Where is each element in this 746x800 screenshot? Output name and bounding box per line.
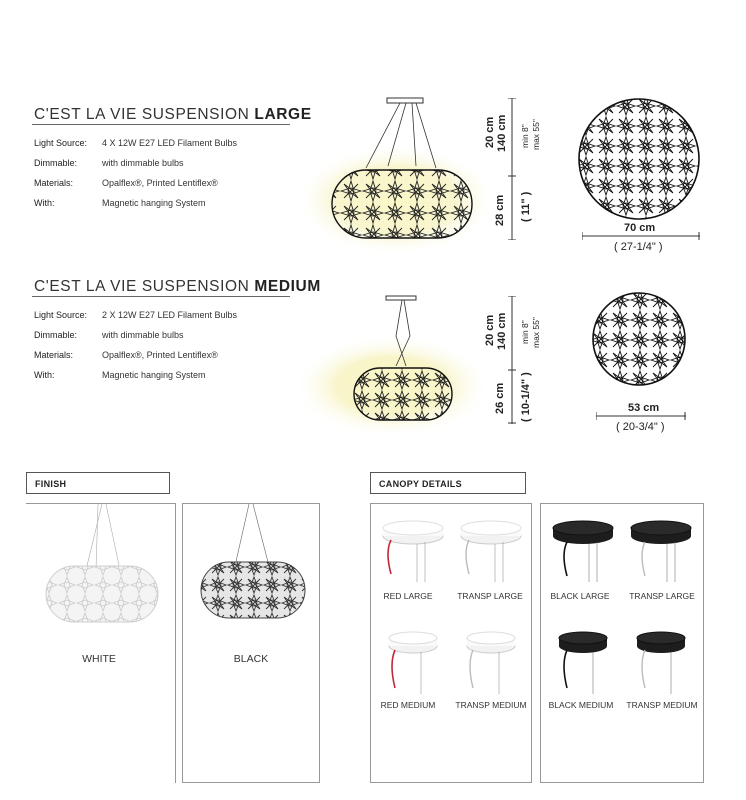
spec-value: with dimmable bulbs <box>102 330 184 340</box>
spec-label: With: <box>34 198 55 208</box>
spec-value: Opalflex®, Printed Lentiflex® <box>102 178 218 188</box>
large-lamp-side-image <box>296 92 496 260</box>
finish-label-black: BLACK <box>233 653 269 665</box>
large-cable-cm-b: 140 cm <box>496 114 508 152</box>
canopy-label: TRANSP MEDIUM <box>455 700 527 710</box>
medium-cable-cm-a: 20 cm <box>484 314 496 346</box>
canopy-black-medium-image <box>547 624 617 694</box>
canopy-label: BLACK MEDIUM <box>548 700 614 710</box>
spec-label: Light Source: <box>34 138 88 148</box>
large-width-in: ( 27-1/4" ) <box>614 241 663 253</box>
medium-title-bold: MEDIUM <box>254 278 321 295</box>
canopy-black-large-image <box>547 512 617 582</box>
spec-value: Magnetic hanging System <box>102 370 206 380</box>
medium-cable-in-a: min 8" <box>520 320 530 344</box>
spec-label: Materials: <box>34 178 74 188</box>
canopy-heading: CANOPY DETAILS <box>370 472 526 494</box>
spec-value: Magnetic hanging System <box>102 198 206 208</box>
large-title <box>34 106 312 124</box>
large-lamp-top-image <box>576 96 702 222</box>
canopy-label: RED MEDIUM <box>380 700 436 710</box>
spec-value: 2 X 12W E27 LED Filament Bulbs <box>102 310 238 320</box>
medium-title-rule <box>32 296 290 297</box>
medium-height-cm: 26 cm <box>494 382 506 414</box>
spec-value: 4 X 12W E27 LED Filament Bulbs <box>102 138 238 148</box>
canopy-red-large-image <box>377 512 447 582</box>
large-title-bold: LARGE <box>254 106 312 123</box>
finish-card-black <box>182 503 320 783</box>
canopy-label: TRANSP LARGE <box>629 591 695 601</box>
canopy-transp-medium-black-image <box>625 624 695 694</box>
medium-lamp-top-image <box>590 290 688 388</box>
canopy-label: TRANSP LARGE <box>457 591 523 601</box>
finish-heading: FINISH <box>26 472 170 494</box>
large-height-in: ( 11" ) <box>520 191 532 222</box>
large-cable-cm-a: 20 cm <box>484 116 496 148</box>
spec-label: Light Source: <box>34 310 88 320</box>
medium-title-prefix: C'EST LA VIE SUSPENSION <box>34 278 250 295</box>
canopy-red-medium-image <box>377 624 447 694</box>
large-height-dimension-line <box>508 98 516 240</box>
medium-width-cm: 53 cm <box>628 402 660 414</box>
large-title-rule <box>32 124 290 125</box>
medium-height-in: ( 10-1/4" ) <box>520 372 532 422</box>
large-cable-in-b: max 55" <box>531 119 541 150</box>
canopy-label: BLACK LARGE <box>550 591 610 601</box>
medium-lamp-side-image <box>292 290 492 440</box>
large-title-prefix: C'EST LA VIE SUSPENSION <box>34 106 250 123</box>
spec-label: Materials: <box>34 350 74 360</box>
spec-value: Opalflex®, Printed Lentiflex® <box>102 350 218 360</box>
medium-height-dimension-line <box>508 296 516 424</box>
medium-width-in: ( 20-3/4" ) <box>616 421 665 433</box>
large-cable-in-a: min 8" <box>520 124 530 148</box>
canopy-label: TRANSP MEDIUM <box>626 700 698 710</box>
canopy-transp-large-black-image <box>625 512 695 582</box>
canopy-transp-medium-image <box>455 624 525 694</box>
finish-card-white <box>26 503 176 783</box>
medium-cable-in-b: max 55" <box>531 317 541 348</box>
canopy-panel-right <box>540 503 704 783</box>
black-lamp-image <box>191 504 315 624</box>
spec-label: With: <box>34 370 55 380</box>
large-height-cm: 28 cm <box>494 194 506 226</box>
medium-cable-cm-b: 140 cm <box>496 312 508 350</box>
canopy-label: RED LARGE <box>383 591 433 601</box>
finish-label-white: WHITE <box>82 653 116 665</box>
white-lamp-image <box>40 504 164 624</box>
spec-value: with dimmable bulbs <box>102 158 184 168</box>
large-width-cm: 70 cm <box>624 222 656 234</box>
medium-title <box>34 278 321 296</box>
spec-label: Dimmable: <box>34 158 78 168</box>
spec-label: Dimmable: <box>34 330 78 340</box>
canopy-transp-large-image <box>455 512 525 582</box>
canopy-panel-left <box>370 503 532 783</box>
